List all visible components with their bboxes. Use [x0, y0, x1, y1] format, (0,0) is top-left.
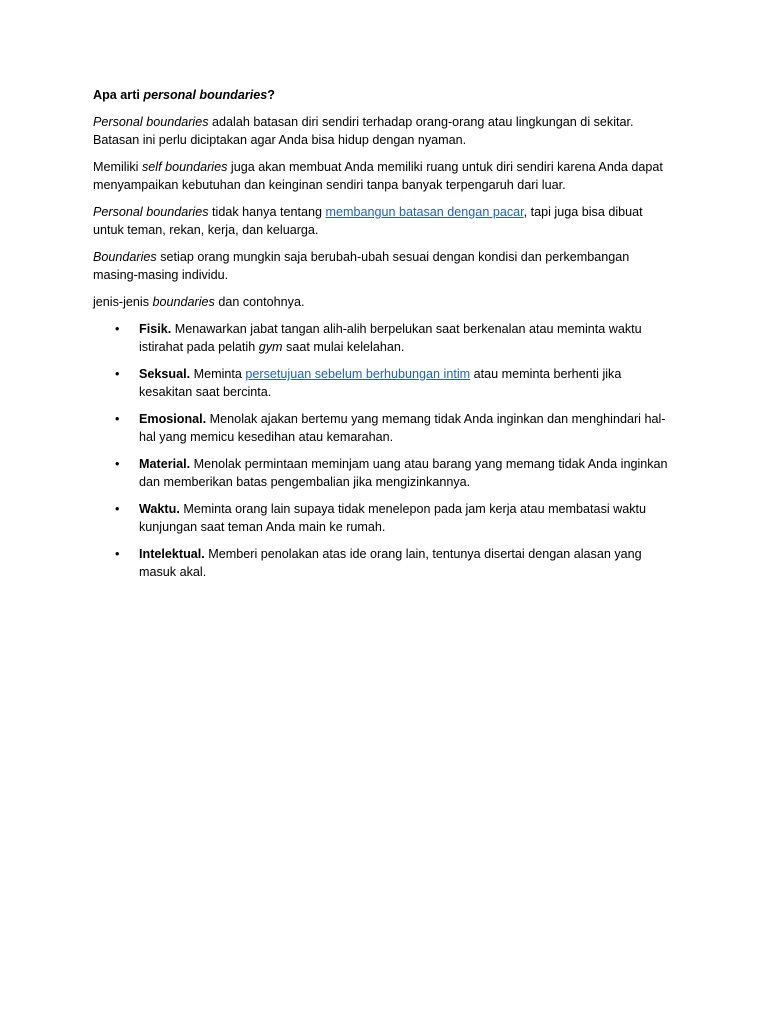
heading-term: personal boundaries [143, 88, 268, 102]
list-item-intelektual [115, 545, 673, 581]
item-label: Intelektual. [139, 547, 205, 561]
item-term: gym [258, 340, 283, 354]
paragraph-change [93, 248, 673, 284]
bullet-icon: • [115, 502, 120, 516]
item-text: Meminta orang lain supaya tidak menelepon pada jam kerja atau membatasi waktu kunjungan saat teman Anda main ke rumah. [139, 502, 647, 534]
paragraph-text: juga akan membuat Anda memiliki ruang untuk diri sendiri karena Anda dapat menyampaikan kebutuhan dan keinginan sendiri tanpa banyak terpengaruh dari luar. [93, 160, 663, 192]
list-item-fisik [115, 320, 673, 356]
item-text: saat mulai kelelahan. [282, 340, 405, 354]
item-text: Meminta [190, 367, 246, 381]
list-item-emosional [115, 410, 673, 446]
boundary-types-list [93, 320, 673, 581]
item-label: Emosional. [139, 412, 207, 426]
link-membangun-batasan[interactable]: membangun batasan dengan pacar [325, 205, 524, 219]
paragraph-scope [93, 203, 673, 239]
item-label: Material. [139, 457, 191, 471]
item-label: Waktu. [139, 502, 180, 516]
paragraph-term: self boundaries [141, 160, 228, 174]
bullet-icon: • [115, 412, 120, 426]
paragraph-text: dan contohnya. [214, 295, 305, 309]
paragraph-definition [93, 113, 673, 149]
item-label: Seksual. [139, 367, 191, 381]
paragraph-term: Personal boundaries [93, 205, 209, 219]
bullet-icon: • [115, 367, 120, 381]
paragraph-term: Personal boundaries [93, 115, 209, 129]
heading-prefix: Apa arti [93, 88, 144, 102]
list-item-waktu [115, 500, 673, 536]
paragraph-term: Boundaries [93, 250, 157, 264]
document-page [93, 86, 673, 590]
bullet-icon: • [115, 322, 120, 336]
item-text: Menolak ajakan bertemu yang memang tidak Anda inginkan dan menghindari hal-hal yang memicu kesedihan atau kemarahan. [139, 412, 666, 444]
paragraph-text: , tapi juga bisa dibuat untuk teman, rekan, kerja, dan keluarga. [93, 205, 643, 237]
heading-suffix: ? [267, 88, 275, 102]
paragraph-term: boundaries [152, 295, 215, 309]
paragraph-text: setiap orang mungkin saja berubah-ubah sesuai dengan kondisi dan perkembangan masing-masing individu. [93, 250, 630, 282]
bullet-icon: • [115, 547, 120, 561]
paragraph-self-boundaries [93, 158, 673, 194]
bullet-icon: • [115, 457, 120, 471]
page-heading [93, 86, 673, 104]
paragraph-text: adalah batasan diri sendiri terhadap orang-orang atau lingkungan di sekitar. Batasan ini perlu diciptakan agar Anda bisa hidup dengan nyaman. [93, 115, 634, 147]
paragraph-prefix: jenis-jenis [93, 295, 153, 309]
item-text: atau meminta berhenti jika kesakitan saat bercinta. [139, 367, 622, 399]
paragraph-types-intro [93, 293, 673, 311]
item-label: Fisik. [139, 322, 172, 336]
list-item-seksual [115, 365, 673, 401]
item-text: Menolak permintaan meminjam uang atau barang yang memang tidak Anda inginkan dan memberikan batas pengembalian jika mengizinkannya. [139, 457, 668, 489]
list-item-material [115, 455, 673, 491]
link-persetujuan[interactable]: persetujuan sebelum berhubungan intim [245, 367, 471, 381]
paragraph-text: tidak hanya tentang [208, 205, 326, 219]
item-text: Memberi penolakan atas ide orang lain, tentunya disertai dengan alasan yang masuk akal. [139, 547, 642, 579]
item-text: Menawarkan jabat tangan alih-alih berpelukan saat berkenalan atau meminta waktu istirahat pada pelatih [139, 322, 642, 354]
paragraph-prefix: Memiliki [93, 160, 142, 174]
